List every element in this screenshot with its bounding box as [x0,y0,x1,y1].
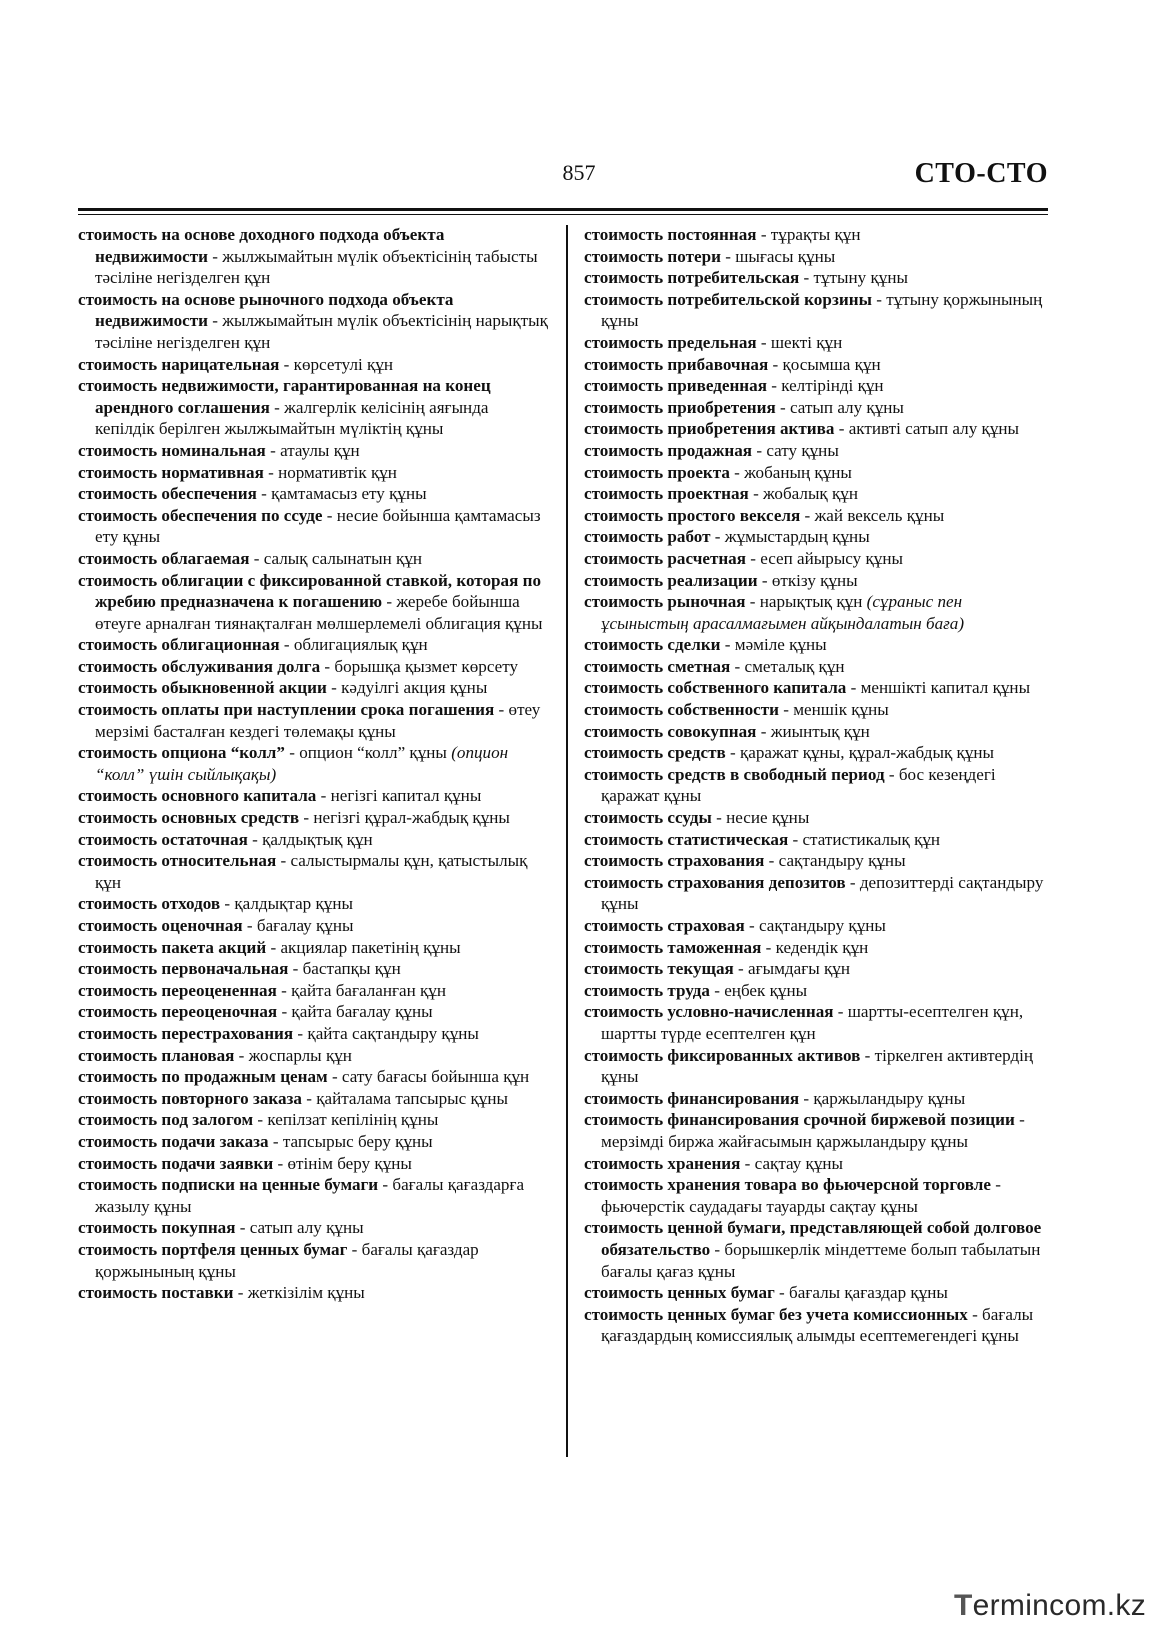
entry-term: стоимость хранения товара во фьючерсной торговле [584,1175,991,1195]
entry-definition: нарықтық құн [759,592,863,612]
entry-definition: сатып алу құны [249,1218,364,1238]
left-column [78,224,548,1304]
logo-text: ermincо [972,1589,1082,1622]
entry-term: стоимость номинальная [78,440,266,460]
dictionary-entry: стоимость остаточная - қалдықтық құн [78,829,373,849]
entry-definition: жылжымайтын мүлік объектісінің табысты тәсіліне негізделген құн [95,246,538,288]
entry-definition: депозиттерді сақтандыру құны [601,872,1044,914]
entry-definition: кепілзат кепілінің құны [267,1110,439,1130]
entry-term: стоимость первоначальная [78,959,289,979]
entry-term: стоимость постоянная [584,225,757,244]
entry-definition: статистикалық құн [802,829,941,849]
entry-term: стоимость финансирования [584,1088,800,1108]
entry-definition: қаржыландыру құны [813,1088,966,1108]
entry-term: стоимость сделки [584,635,721,655]
dictionary-entry: стоимость реализации - өткізу құны [584,570,858,590]
dictionary-entry: стоимость подачи заказа - тапсырыс беру құны [78,1131,433,1151]
entry-term: стоимость обыкновенной акции [78,678,327,698]
dictionary-entry: стоимость страхования - сақтандыру құны [584,851,906,871]
entry-term: стоимость перестрахования [78,1023,294,1043]
entry-definition: жобалық құн [763,484,859,504]
entry-definition: несие құны [726,808,810,828]
dictionary-entry: стоимость перестрахования - қайта сақтандыру құны [78,1023,479,1043]
entry-definition: несие бойынша қамтамасыз ету құны [95,505,541,547]
entry-term: стоимость проекта [584,462,730,482]
dictionary-entry: стоимость облагаемая - салық салынатын құн [78,548,423,568]
entry-term: стоимость основного капитала [78,786,317,806]
dictionary-entry: стоимость недвижимости, гарантированная на конец арендного соглашения - жалгерлік келісінің аяғында кепілдік берілген жылжымайтын мүліктің құны [78,376,491,439]
dictionary-entry: стоимость по продажным ценам - сату бағасы бойынша құн [78,1067,530,1087]
entry-term: стоимость обеспечения по ссуде [78,505,323,525]
entry-term: стоимость текущая [584,959,734,979]
entry-term: стоимость работ [584,527,711,547]
entry-term: стоимость потребительской корзины [584,289,872,309]
entry-term: стоимость условно-начисленная [584,1002,834,1022]
header-rule-thin [78,214,1048,215]
entry-term: стоимость обеспечения [78,484,257,504]
entry-term: стоимость собственного капитала [584,678,847,698]
entry-term: стоимость основных средств [78,808,300,828]
entry-term: стоимость покупная [78,1218,236,1238]
entry-definition: тұтыну қоржынының құны [601,289,1043,331]
dictionary-entry: стоимость страхования депозитов - депозиттерді сақтандыру құны [584,872,1044,914]
dictionary-entry: стоимость финансирования - қаржыландыру құны [584,1088,966,1108]
entry-term: стоимость сметная [584,656,731,676]
dictionary-entry: стоимость ценных бумаг без учета комиссионных - бағалы қағаздардың комиссиялық алымды есептемегендегі құны [584,1304,1034,1346]
dictionary-entry: стоимость собственного капитала - меншікті капитал құны [584,678,1031,698]
dictionary-entry: стоимость переоцененная - қайта бағаланған құн [78,980,447,1000]
entry-term: стоимость повторного заказа [78,1088,302,1108]
dictionary-entry: стоимость потери - шығасы құны [584,246,836,266]
entry-definition: сатып алу құны [790,397,904,417]
entry-term: стоимость на основе доходного подхода объекта недвижимости [78,225,445,266]
dictionary-entry: стоимость облигационная - облигациялық құн [78,635,428,655]
entry-term: стоимость плановая [78,1045,235,1065]
entry-term: стоимость подписки на ценные бумаги [78,1175,379,1195]
dictionary-entry: стоимость приобретения - сатып алу құны [584,397,904,417]
header-rule [78,208,1048,211]
entry-definition: бағалау құны [256,916,354,935]
dictionary-entry: стоимость хранения - сақтау құны [584,1153,844,1173]
entry-term: стоимость фиксированных активов [584,1045,861,1065]
dictionary-entry: стоимость подачи заявки - өтінім беру құны [78,1153,412,1173]
entry-definition: сату бағасы бойынша құн [341,1067,530,1087]
entry-term: стоимость подачи заказа [78,1131,269,1151]
entry-term: стоимость потребительская [584,268,800,288]
entry-definition: қайталама тапсырыс құны [316,1088,508,1108]
dictionary-entry: стоимость прибавочная - қосымша құн [584,354,881,374]
dictionary-entry: стоимость собственности - меншік құны [584,700,889,720]
dictionary-entry: стоимость совокупная - жиынтық құн [584,721,870,741]
entry-definition: қайта бағалау құны [291,1002,433,1022]
dictionary-entry: стоимость простого векселя - жай вексель құны [584,505,945,525]
entry-definition: жобаның құны [744,462,852,482]
entry-definition: шығасы құны [735,246,836,266]
dictionary-entry: стоимость средств в свободный период - бос кезеңдегі қаражат құны [584,764,996,806]
entry-definition: салыстырмалы құн, қатыстылық құн [95,851,528,892]
entry-term: стоимость приобретения [584,397,776,417]
dictionary-entry: стоимость номинальная - атаулы құн [78,440,360,460]
dictionary-entry: стоимость подписки на ценные бумаги - бағалы қағаздарға жазылу құны [78,1175,525,1216]
dictionary-entry: стоимость условно-начисленная - шартты-есептелген құн, шартты түрде есептелген құн [584,1002,1024,1043]
entry-definition: қаражат құны, құрал-жабдық құны [739,743,995,763]
dictionary-entry: стоимость приобретения актива - активті сатып алу құны [584,419,1019,439]
entry-definition: жоспарлы құн [248,1045,352,1065]
dictionary-entry: стоимость статистическая - статистикалық құн [584,829,941,849]
entry-term: стоимость опциона “колл” [78,743,285,763]
dictionary-entry: стоимость основных средств - негізгі құрал-жабдық құны [78,808,510,828]
dictionary-entry: стоимость труда - еңбек құны [584,980,808,1000]
entry-term: стоимость портфеля ценных бумаг [78,1239,348,1259]
dictionary-entry: стоимость продажная - сату құны [584,440,839,460]
entry-definition: борышкерлік міндеттеме болып табылатын бағалы қағаз құны [601,1239,1041,1281]
dictionary-entry: стоимость обслуживания долга - борышқа қызмет көрсету [78,656,518,676]
dictionary-entry: стоимость страховая - сақтандыру құны [584,916,886,935]
dictionary-entry: стоимость на основе рыночного подхода объекта недвижимости - жылжымайтын мүлік объектісінің нарықтық тәсіліне негізделген құн [78,289,548,352]
page-number: 857 [562,160,596,185]
entry-definition: меншік құны [793,700,889,720]
entry-definition: сақтандыру құны [778,851,906,871]
entry-definition: еңбек құны [724,980,808,1000]
entry-definition: фьючерстік саудадағы тауарды сақтау құны [601,1196,918,1216]
dictionary-entry: стоимость постоянная - тұрақты құн [584,225,861,244]
entry-definition: кедендік құн [775,937,869,957]
entry-definition: жай вексель құны [814,505,945,525]
entry-definition: активті сатып алу құны [848,419,1019,439]
entry-term: стоимость проектная [584,484,749,504]
entry-definition: тұтыну құны [813,268,908,288]
dictionary-entry: стоимость поставки - жеткізілім құны [78,1283,365,1303]
entry-term: стоимость страховая [584,916,745,935]
entry-term: стоимость по продажным ценам [78,1067,328,1087]
entry-definition: мәміле құны [734,635,827,655]
entry-term: стоимость финансирования срочной биржевой позиции [584,1110,1015,1130]
entry-term: стоимость ценной бумаги, представляющей собой долговое обязательство [584,1218,1042,1259]
entry-definition: қайта бағаланған құн [291,980,447,1000]
entry-term: стоимость под залогом [78,1110,254,1130]
dictionary-entry: стоимость под залогом - кепілзат кепілінің құны [78,1110,439,1130]
dictionary-entry: стоимость портфеля ценных бумаг - бағалы қағаздар қоржынының құны [78,1239,479,1281]
dictionary-entry: стоимость плановая - жоспарлы құн [78,1045,352,1065]
entry-term: стоимость расчетная [584,548,746,568]
entry-term: стоимость поставки [78,1283,234,1303]
entry-term: стоимость нормативная [78,462,264,482]
dictionary-entry: стоимость пакета акций - акциялар пакетінің құны [78,937,461,957]
entry-note: (сұраныс пен ұсыныстың арасалмағымен айқындалатын баға) [601,592,965,633]
column-divider [566,225,568,1457]
entry-term: стоимость совокупная [584,721,757,741]
logo-mark: T [954,1589,973,1622]
entry-term: стоимость приведенная [584,376,767,396]
dictionary-entry: стоимость переоценочная - қайта бағалау құны [78,1002,433,1022]
entry-term: стоимость предельная [584,332,757,352]
dictionary-entry: стоимость текущая - ағымдағы құн [584,959,850,979]
entry-definition: опцион “колл” құны [299,743,447,763]
dictionary-entry: стоимость покупная - сатып алу құны [78,1218,364,1238]
entry-term: стоимость облагаемая [78,548,250,568]
entry-definition: қайта сақтандыру құны [307,1023,479,1043]
entry-definition: жылжымайтын мүлік объектісінің нарықтық тәсіліне негізделген құн [95,311,548,352]
entry-definition: негізгі құрал-жабдық құны [313,808,510,828]
dictionary-entry: стоимость средств - қаражат құны, құрал-жабдық құны [584,743,995,763]
entry-term: стоимость на основе рыночного подхода объекта недвижимости [78,289,454,331]
entry-term: стоимость реализации [584,570,758,590]
entry-term: стоимость продажная [584,440,753,460]
dictionary-entry: стоимость сделки - мәміле құны [584,635,827,655]
site-logo [954,1589,1146,1623]
dictionary-entry: стоимость обеспечения по ссуде - несие бойынша қамтамасыз ету құны [78,505,541,547]
entry-term: стоимость недвижимости, гарантированная на конец арендного соглашения [78,376,491,417]
entry-term: стоимость ценных бумаг [584,1283,775,1303]
entry-definition: бағалы қағаздарға жазылу құны [95,1175,525,1216]
entry-term: стоимость приобретения актива [584,419,835,439]
entry-term: стоимость потери [584,246,721,266]
right-column [584,224,1054,1347]
dictionary-entry: стоимость ссуды - несие құны [584,808,810,828]
entry-definition: сақтандыру құны [758,916,886,935]
entry-term: стоимость страхования [584,851,765,871]
entry-definition: сату құны [766,440,839,460]
dictionary-entry: стоимость нарицательная - көрсетулі құн [78,354,394,374]
dictionary-entry: стоимость проекта - жобаның құны [584,462,852,482]
dictionary-entry: стоимость ценных бумаг - бағалы қағаздар құны [584,1283,948,1303]
entry-definition: сметалық құн [744,656,845,676]
entry-term: стоимость ссуды [584,808,712,828]
entry-term: стоимость остаточная [78,829,248,849]
dictionary-entry: стоимость расчетная - есеп айырысу құны [584,548,903,568]
dictionary-entry: стоимость фиксированных активов - тіркелген активтердің құны [584,1045,1034,1087]
entry-definition: меншікті капитал құны [860,678,1031,698]
entry-definition: өтеу мерзімі басталған кездегі төлемақы құны [95,700,541,741]
entry-term: стоимость простого векселя [584,505,801,525]
entry-definition: жұмыстардың құны [724,527,870,547]
dictionary-entry: стоимость отходов - қалдықтар құны [78,894,353,914]
dictionary-entry: стоимость потребительская - тұтыну құны [584,268,908,288]
entry-term: стоимость переоценочная [78,1002,278,1022]
entry-term: стоимость пакета акций [78,937,267,957]
entry-definition: бос кезеңдегі қаражат құны [601,764,996,806]
entry-term: стоимость страхования депозитов [584,872,846,892]
entry-term: стоимость статистическая [584,829,789,849]
entry-definition: борышқа қызмет көрсету [334,656,518,676]
entry-note: (опцион “колл” үшін сыйлықақы) [95,743,509,784]
entry-definition: салық салынатын құн [263,548,423,568]
entry-definition: тіркелген активтердің құны [601,1045,1034,1087]
entry-definition: шекті құн [770,332,843,352]
entry-definition: қалдықтар құны [234,894,353,914]
entry-term: стоимость отходов [78,894,221,914]
entry-definition: жиынтық құн [770,721,870,741]
entry-definition: нормативтік құн [278,462,397,482]
entry-definition: қалдықтық құн [262,829,373,849]
dictionary-entry: стоимость нормативная - нормативтік құн [78,462,397,482]
dictionary-entry: стоимость предельная - шекті құн [584,332,843,352]
dictionary-entry: стоимость основного капитала - негізгі капитал құны [78,786,482,806]
entry-term: стоимость прибавочная [584,354,769,374]
entry-definition: келтірінді құн [781,376,884,396]
entry-definition: жеткізілім құны [247,1283,365,1303]
entry-definition: облигациялық құн [293,635,428,655]
dictionary-entry: стоимость приведенная - келтірінді құн [584,376,884,396]
entry-term: стоимость подачи заявки [78,1153,274,1173]
entry-definition: жеребе бойынша өтеуге арналған тиянақталған мөлшерлемелі облигация құны [95,592,543,633]
dictionary-entry: стоимость на основе доходного подхода объекта недвижимости - жылжымайтын мүлік объектісінің табысты тәсіліне негізделген құн [78,225,538,288]
dictionary-entry: стоимость оценочная - бағалау құны [78,916,354,935]
entry-definition: көрсетулі құн [293,354,394,374]
entry-term: стоимость труда [584,980,710,1000]
entry-definition: өтінім беру құны [287,1153,412,1173]
entry-definition: ағымдағы құн [748,959,850,979]
dictionary-entry: стоимость сметная - сметалық құн [584,656,845,676]
dictionary-entry: стоимость опциона “колл” - опцион “колл” құны (опцион “колл” үшін сыйлықақы) [78,743,509,784]
dictionary-entry: стоимость оплаты при наступлении срока погашения - өтеу мерзімі басталған кездегі төлемақы құны [78,700,541,741]
entry-term: стоимость собственности [584,700,779,720]
entry-definition: акциялар пакетінің құны [280,937,461,957]
dictionary-entry: стоимость облигации с фиксированной ставкой, которая по жребию предназначена к погашению - жеребе бойынша өтеуге арналған тиянақталған мөлшерлемелі облигация құны [78,570,543,633]
entry-definition: бағалы қағаздар құны [789,1283,948,1303]
running-head: СТО-СТО [914,158,1048,189]
dictionary-entry: стоимость финансирования срочной биржевой позиции - мерзімді биржа жайғасымын қаржыландыру құны [584,1110,1025,1151]
entry-term: стоимость хранения [584,1153,741,1173]
entry-definition: мерзімді биржа жайғасымын қаржыландыру құны [601,1131,969,1151]
dictionary-entry: стоимость обыкновенной акции - кәдуілгі акция құны [78,678,488,698]
dictionary-entry: стоимость таможенная - кедендік құн [584,937,869,957]
entry-term: стоимость таможенная [584,937,762,957]
entry-term: стоимость обслуживания долга [78,656,321,676]
entry-term: стоимость оплаты при наступлении срока погашения [78,700,495,720]
dictionary-entry: стоимость повторного заказа - қайталама тапсырыс құны [78,1088,508,1108]
entry-definition: қамтамасыз ету құны [271,484,427,504]
dictionary-entry: стоимость хранения товара во фьючерсной торговле - фьючерстік саудадағы тауарды сақтау құны [584,1175,1001,1216]
entry-definition: атаулы құн [280,440,360,460]
entry-term: стоимость облигационная [78,635,280,655]
entry-term: стоимость относительная [78,851,277,871]
entry-definition: шартты-есептелген құн, шартты түрде есептелген құн [601,1002,1024,1043]
entry-term: стоимость средств [584,743,726,763]
dictionary-entry: стоимость относительная - салыстырмалы құн, қатыстылық құн [78,851,528,892]
entry-term: стоимость облигации с фиксированной ставкой, которая по жребию предназначена к погашению [78,570,541,612]
entry-definition: қосымша құн [782,354,881,374]
entry-definition: есеп айырысу құны [760,548,903,568]
entry-term: стоимость оценочная [78,916,243,935]
entry-definition: сақтау құны [754,1153,844,1173]
dictionary-entry: стоимость рыночная - нарықтық құн (сұраныс пен ұсыныстың арасалмағымен айқындалатын баға) [584,592,965,633]
entry-definition: тұрақты құн [770,225,861,244]
dictionary-entry: стоимость проектная - жобалық құн [584,484,859,504]
entry-definition: бағалы қағаздар қоржынының құны [95,1239,479,1281]
entry-term: стоимость нарицательная [78,354,280,374]
entry-definition: тапсырыс беру құны [282,1131,433,1151]
entry-definition: өткізу құны [771,570,858,590]
entry-definition: негізгі капитал құны [330,786,482,806]
entry-term: стоимость переоцененная [78,980,277,1000]
entry-definition: кәдуілгі акция құны [341,678,488,698]
entry-definition: бағалы қағаздардың комиссиялық алымды есептемегендегі құны [601,1304,1034,1346]
dictionary-entry: стоимость обеспечения - қамтамасыз ету құны [78,484,427,504]
entry-definition: бастапқы құн [302,959,401,979]
entry-term: стоимость ценных бумаг без учета комиссионных [584,1304,968,1324]
dictionary-entry: стоимость потребительской корзины - тұтыну қоржынының құны [584,289,1043,331]
entry-term: стоимость средств в свободный период [584,764,885,784]
logo-domain: m.kz [1081,1589,1146,1622]
dictionary-entry: стоимость работ - жұмыстардың құны [584,527,870,547]
entry-definition: жалгерлік келісінің аяғында кепілдік берілген жылжымайтын мүліктің құны [95,397,489,439]
entry-term: стоимость рыночная [584,592,746,612]
dictionary-entry: стоимость первоначальная - бастапқы құн [78,959,401,979]
dictionary-entry: стоимость ценной бумаги, представляющей собой долговое обязательство - борышкерлік міндеттеме болып табылатын бағалы қағаз құны [584,1218,1042,1281]
